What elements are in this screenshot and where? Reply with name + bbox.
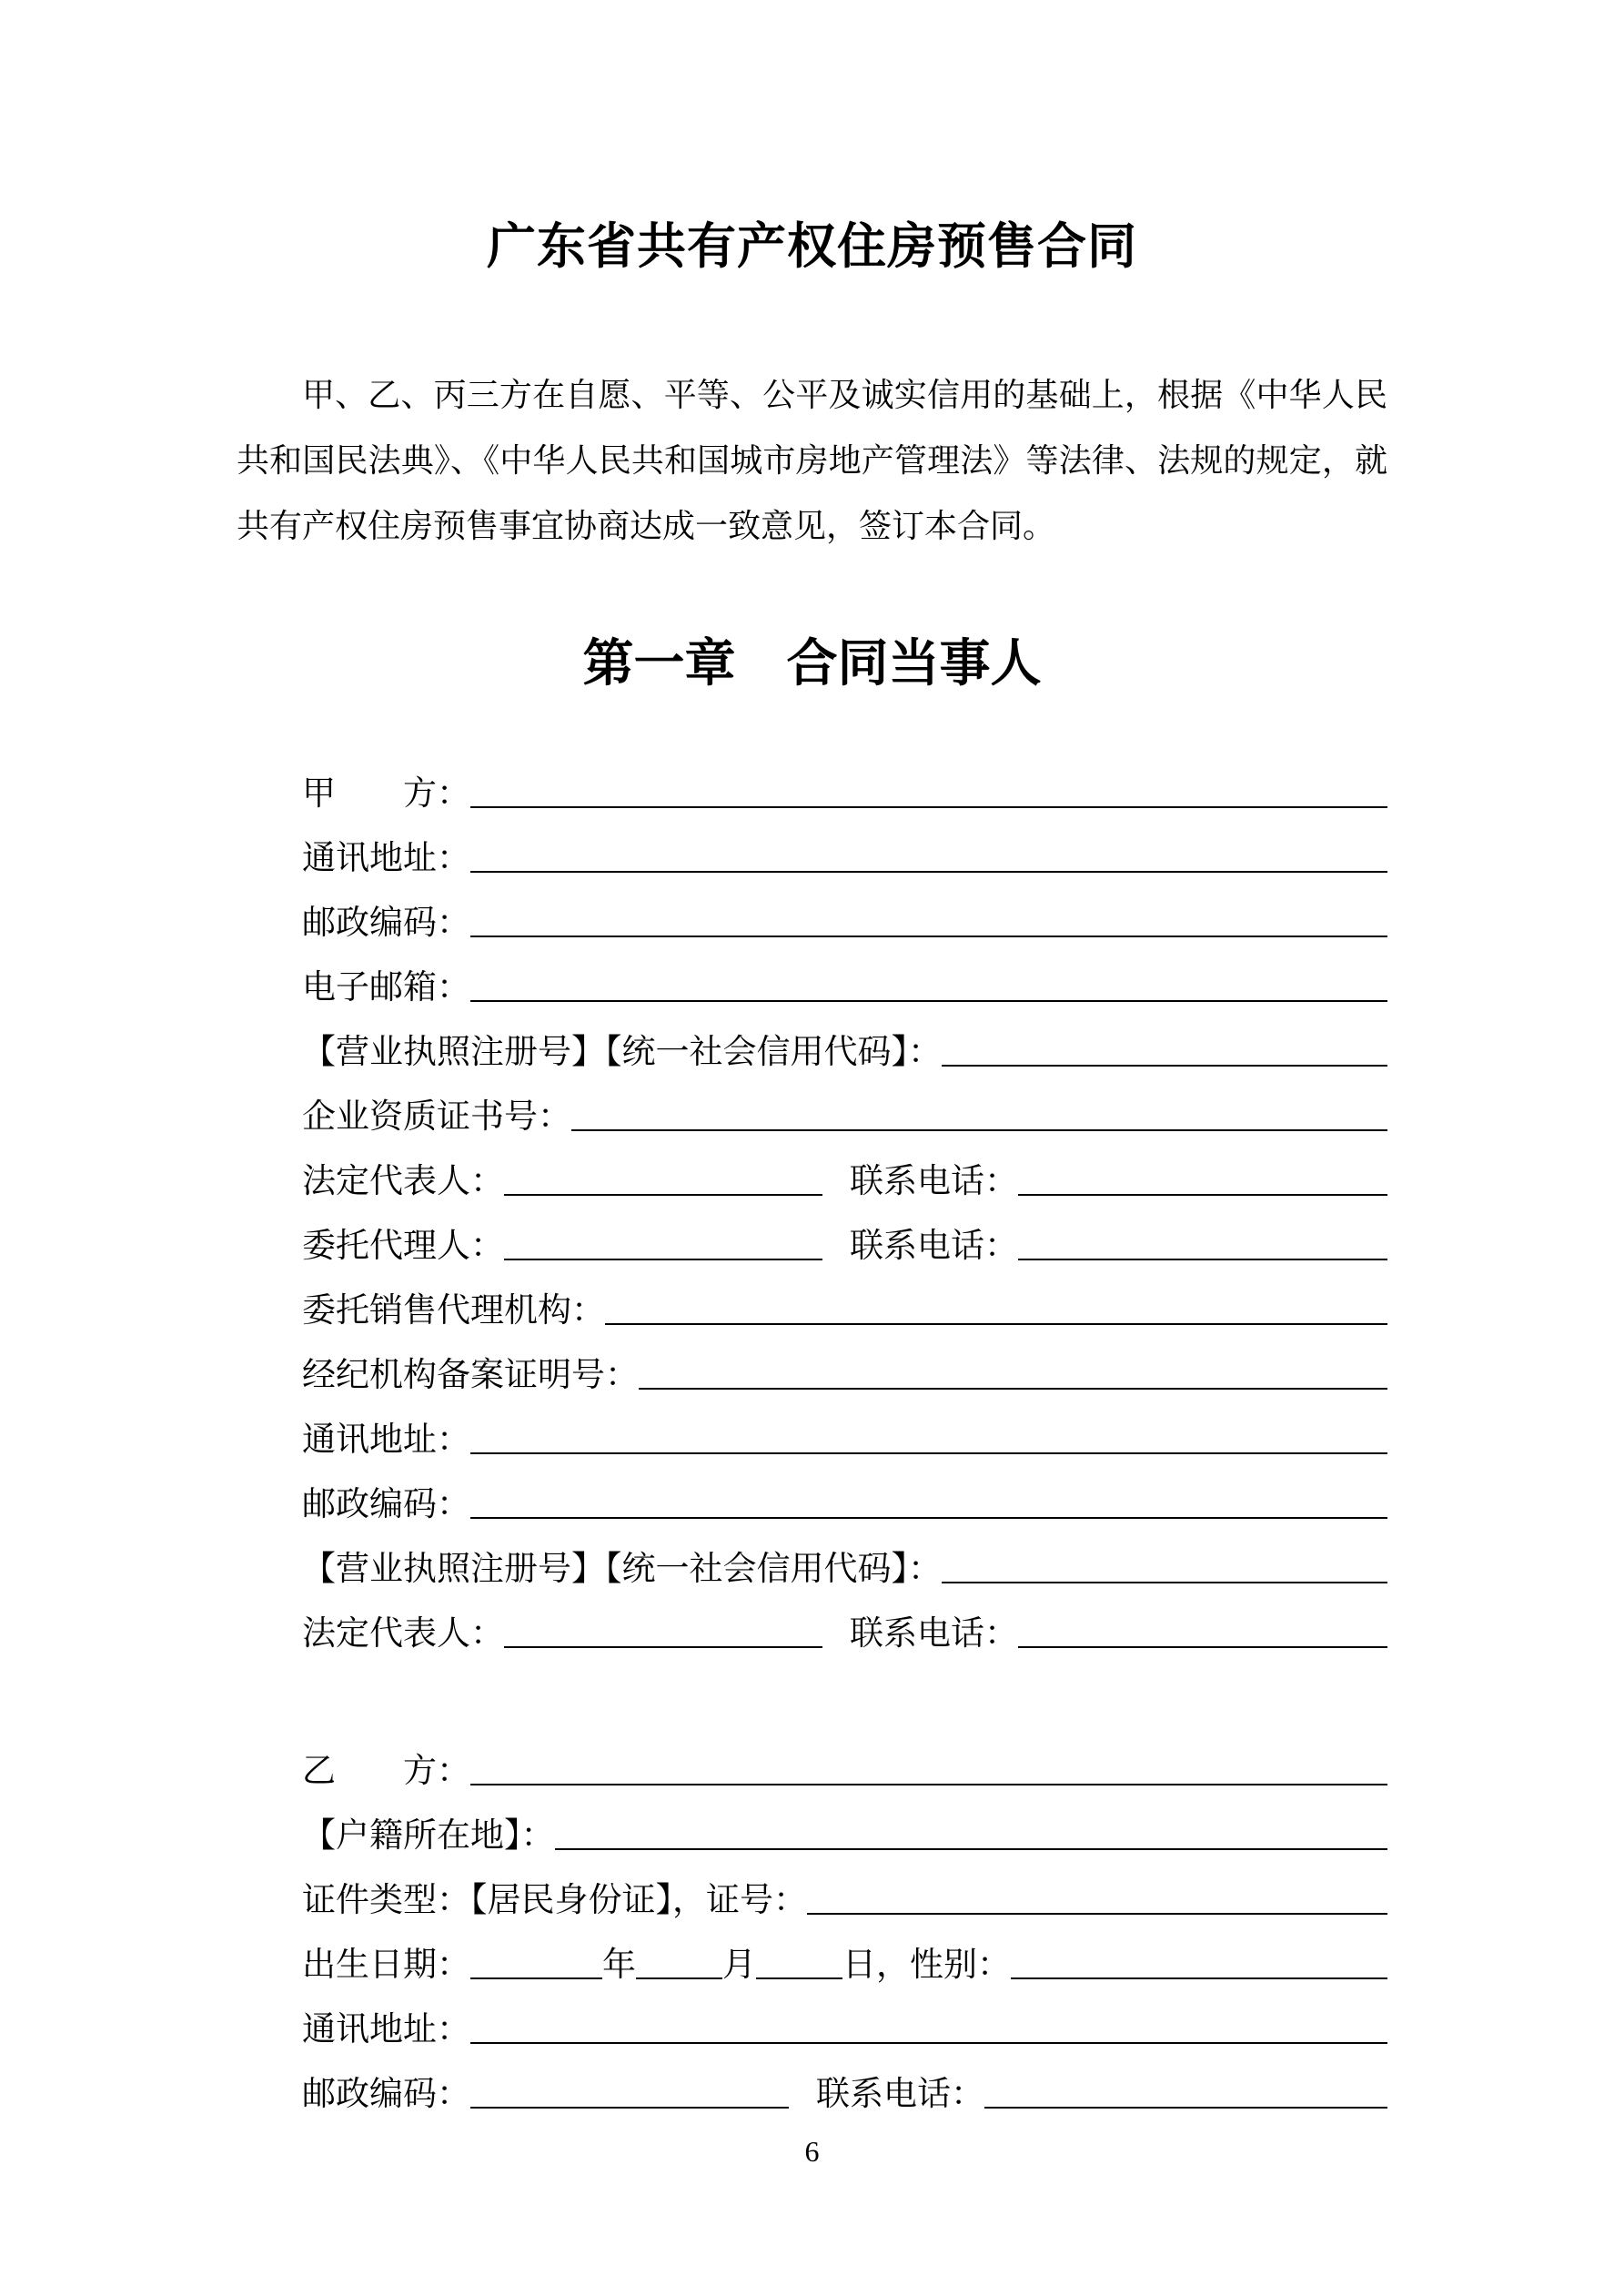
party-a-license2-blank-line [942,1582,1387,1583]
party-a-address2-blank-line [470,1452,1387,1454]
party-b-name-blank-line [470,1784,1387,1785]
party-a-legal-rep-phone-label: 联系电话： [850,1162,1018,1200]
party-b-residence-row [237,1792,1387,1856]
party-b-id-row [237,1856,1387,1921]
party-a-section [237,750,1387,1654]
party-a-legal-rep2-label: 法定代表人： [302,1614,504,1653]
party-a-agent-blank-line [504,1259,822,1260]
party-b-id-blank-line [807,1913,1387,1915]
party-b-phone-label: 联系电话： [816,2075,984,2113]
party-a-email-blank-line [470,1000,1387,1002]
party-a-license2-row [237,1525,1387,1590]
party-a-qualification-blank-line [571,1129,1387,1131]
party-b-birth-month-blank-line [636,1977,722,1979]
party-a-qualification-label: 企业资质证书号： [302,1097,571,1136]
party-b-postcode-blank-line [470,2107,789,2109]
party-b-residence-blank-line [555,1848,1388,1850]
party-a-name-blank-line [470,806,1387,808]
party-b-postcode-row [237,2050,1387,2115]
party-a-postcode2-label: 邮政编码： [302,1485,470,1523]
chapter-heading: 第一章 合同当事人 [582,633,1042,692]
party-a-legal-rep-label: 法定代表人： [302,1162,504,1200]
party-b-name-label: 乙 方： [302,1752,470,1790]
party-a-postcode2-row [237,1461,1387,1525]
party-a-legal-rep-row [237,1138,1387,1202]
page-number: 6 [804,2135,820,2168]
party-b-section [237,1727,1387,2115]
party-a-sales-agency-blank-line [605,1323,1387,1325]
party-a-postcode-label: 邮政编码： [302,904,470,942]
party-b-residence-label: 【户籍所在地】： [302,1816,555,1855]
party-b-birth-year-label: 年 [602,1946,636,1984]
party-a-license-label: 【营业执照注册号】【统一社会信用代码】： [302,1033,942,1071]
party-a-address-blank-line [470,871,1387,873]
party-a-address2-label: 通讯地址： [302,1421,470,1459]
party-a-name-label: 甲 方： [302,774,470,813]
party-a-legal-rep-phone-blank-line [1018,1194,1387,1196]
party-b-id-label: 证件类型：【居民身份证】，证号： [302,1881,807,1919]
party-a-address2-row [237,1396,1387,1461]
party-a-email-row [237,944,1387,1008]
party-a-sales-agency-row [237,1267,1387,1331]
party-a-postcode-row [237,879,1387,944]
party-a-agency-record-label: 经纪机构备案证明号： [302,1356,639,1394]
party-a-legal-rep2-phone-blank-line [1018,1646,1387,1648]
party-b-phone-blank-line [984,2107,1387,2109]
party-b-postcode-label: 邮政编码： [302,2075,470,2113]
party-a-legal-rep2-blank-line [504,1646,822,1648]
party-b-birth-day-blank-line [756,1977,842,1979]
party-a-legal-rep-blank-line [504,1194,822,1196]
party-a-address-label: 通讯地址： [302,839,470,877]
party-a-agent-phone-blank-line [1018,1259,1387,1260]
party-a-postcode-blank-line [470,936,1387,937]
party-b-name-row [237,1727,1387,1792]
party-a-name-row [237,750,1387,814]
party-a-license-blank-line [942,1065,1387,1067]
party-a-legal-rep2-phone-label: 联系电话： [850,1614,1018,1653]
party-a-agency-record-row [237,1331,1387,1396]
party-a-sales-agency-label: 委托销售代理机构： [302,1291,605,1330]
party-a-agent-label: 委托代理人： [302,1227,504,1265]
party-a-qualification-row [237,1073,1387,1138]
party-a-license-row [237,1008,1387,1073]
party-a-email-label: 电子邮箱： [302,968,470,1006]
party-a-license2-label: 【营业执照注册号】【统一社会信用代码】： [302,1550,942,1588]
party-b-birth-year-blank-line [470,1977,602,1979]
party-a-legal-rep2-row [237,1590,1387,1654]
party-b-address-row [237,1986,1387,2050]
party-b-birth-month-label: 月 [722,1946,756,1984]
party-b-birth-row [237,1921,1387,1986]
party-a-agent-row [237,1202,1387,1267]
party-a-postcode2-blank-line [470,1517,1387,1519]
party-b-birth-day-gender-label: 日，性别： [842,1946,1011,1984]
party-b-birth-label: 出生日期： [302,1946,470,1984]
party-b-address-label: 通讯地址： [302,2010,470,2048]
party-b-gender-blank-line [1011,1977,1387,1979]
party-a-agent-phone-label: 联系电话： [850,1227,1018,1265]
party-b-address-blank-line [470,2042,1387,2044]
document-title: 广东省共有产权住房预售合同 [487,219,1137,274]
intro-paragraph: 甲、乙、丙三方在自愿、平等、公平及诚实信用的基础上，根据《中华人民共和国民法典》、《中华人民共和国城市房地产管理法》等法律、法规的规定，就共有产权住房预售事宜协商达成一致意见，签订本合同。 [237,376,1387,544]
party-a-agency-record-blank-line [639,1388,1387,1390]
party-a-address-row [237,814,1387,879]
